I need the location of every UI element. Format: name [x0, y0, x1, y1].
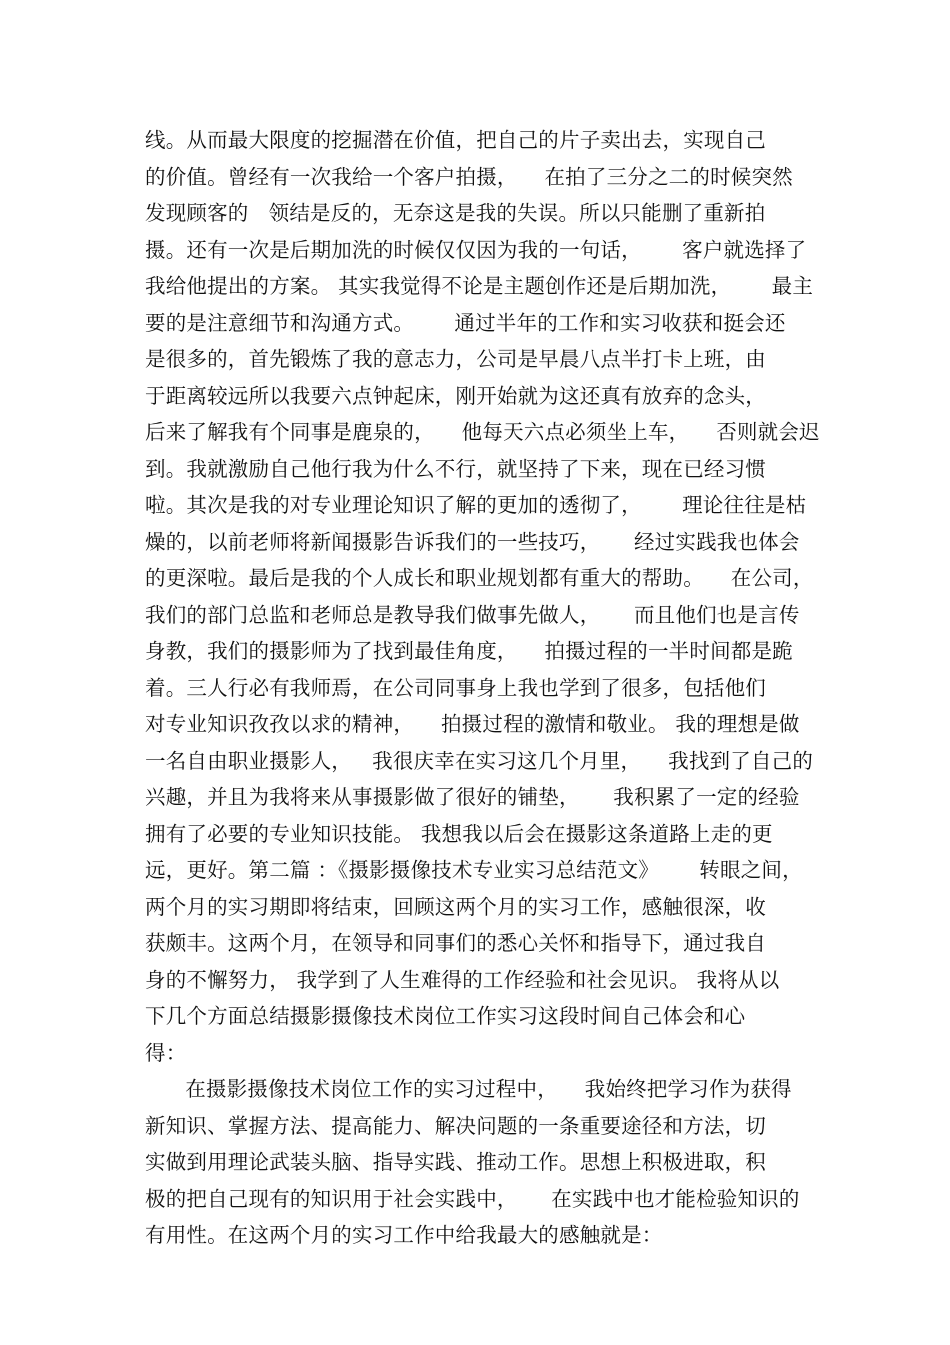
text-line: 的价值。曾经有一次我给一个客户拍摄， 在拍了三分之二的时候突然	[145, 164, 793, 189]
text-line: 实做到用理论武装头脑、指导实践、推动工作。思想上积极进取，积	[145, 1150, 766, 1174]
text-line: 极的把自己现有的知识用于社会实践中， 在实践中也才能检验知识的	[145, 1186, 800, 1211]
text-line: 有用性。在这两个月的实习工作中给我最大的感触就是：	[145, 1223, 663, 1247]
text-line: 一名自由职业摄影人， 我很庆幸在实习这几个月里， 我找到了自己的	[145, 748, 814, 773]
text-line: 后来了解我有个同事是鹿泉的， 他每天六点必须坐上车， 否则就会迟	[145, 420, 820, 444]
text-line: 发现顾客的 领结是反的，无奈这是我的失误。所以只能删了重新拍	[145, 201, 766, 225]
text-line: 身的不懈努力， 我学到了人生难得的工作经验和社会见识。 我将从以	[145, 967, 780, 992]
text-line: 的更深啦。最后是我的个人成长和职业规划都有重大的帮助。 在公司，	[145, 566, 814, 590]
text-line: 于距离较远所以我要六点钟起床，刚开始就为这还真有放弃的念头，	[145, 383, 766, 408]
text-line: 我给他提出的方案。 其实我觉得不论是主题创作还是后期加洗， 最主	[145, 274, 814, 298]
text-line: 线。从而最大限度的挖掘潜在价值，把自己的片子卖出去，实现自己	[145, 128, 766, 152]
text-line: 燥的，以前老师将新闻摄影告诉我们的一些技巧， 经过实践我也体会	[145, 529, 800, 554]
text-line: 下几个方面总结摄影摄像技术岗位工作实习这段时间自己体会和心	[145, 1004, 746, 1028]
text-line: 兴趣，并且为我将来从事摄影做了很好的铺垫， 我积累了一定的经验	[145, 785, 800, 809]
body-text	[145, 122, 825, 1254]
text-line: 在摄影摄像技术岗位工作的实习过程中， 我始终把学习作为获得	[145, 1077, 792, 1101]
text-line: 得：	[145, 1040, 187, 1065]
text-line: 远，更好。第二篇 ：《摄影摄像技术专业实习总结范文》 转眼之间，	[145, 858, 803, 882]
text-line: 摄。还有一次是后期加洗的时候仅仅因为我的一句话， 客户就选择了	[145, 237, 807, 262]
text-line: 两个月的实习期即将结束，回顾这两个月的实习工作，感触很深，收	[145, 894, 766, 919]
text-line: 要的是注意细节和沟通方式。 通过半年的工作和实习收获和挺会还	[145, 310, 786, 335]
text-line: 着。三人行必有我师焉，在公司同事身上我也学到了很多，包括他们	[145, 675, 766, 700]
text-line: 新知识、掌握方法、提高能力、解决问题的一条重要途径和方法，切	[145, 1113, 766, 1138]
text-line: 拥有了必要的专业知识技能。 我想我以后会在摄影这条道路上走的更	[145, 821, 773, 846]
text-line: 我们的部门总监和老师总是教导我们做事先做人， 而且他们也是言传	[145, 602, 800, 627]
text-line: 获颇丰。这两个月，在领导和同事们的悉心关怀和指导下，通过我自	[145, 931, 766, 955]
text-line: 身教，我们的摄影师为了找到最佳角度， 拍摄过程的一半时间都是跪	[145, 639, 793, 663]
text-line: 是很多的，首先锻炼了我的意志力，公司是早晨八点半打卡上班，由	[145, 347, 766, 371]
text-line: 啦。其次是我的对专业理论知识了解的更加的透彻了， 理论往往是枯	[145, 493, 807, 517]
text-line: 到。我就激励自己他行我为什么不行，就坚持了下来，现在已经习惯	[145, 456, 766, 481]
text-line: 对专业知识孜孜以求的精神， 拍摄过程的激情和敬业。 我的理想是做	[145, 712, 800, 736]
